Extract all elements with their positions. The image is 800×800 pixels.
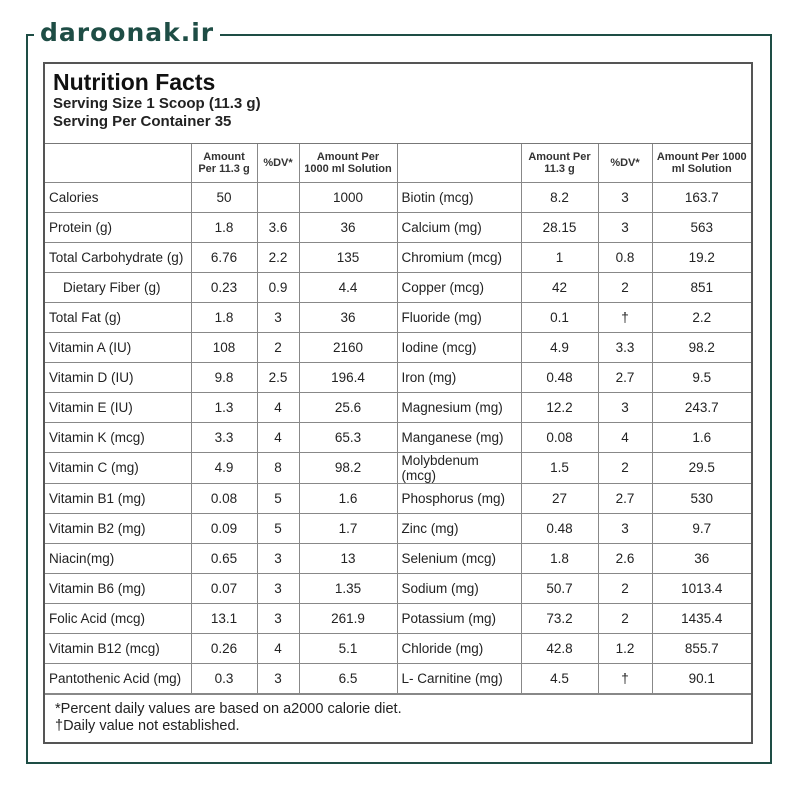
header-amount-right: Amount Per 11.3 g [521,144,598,182]
serving-size: Serving Size 1 Scoop (11.3 g) [53,95,261,112]
cell-right-amount: 0.1 [521,302,598,332]
cell-left-name: Dietary Fiber (g) [45,272,191,302]
cell-left-name: Vitamin E (IU) [45,392,191,422]
cell-left-solution: 1000 [299,182,397,212]
cell-right-solution: 243.7 [652,392,751,422]
cell-left-amount: 0.08 [191,483,257,513]
cell-left-amount: 9.8 [191,362,257,392]
cell-left-amount: 0.3 [191,663,257,693]
cell-left-amount: 0.23 [191,272,257,302]
cell-left-name: Total Fat (g) [45,302,191,332]
serving-per-container: Serving Per Container 35 [53,113,232,130]
cell-right-solution: 1.6 [652,422,751,452]
table-row [45,603,751,633]
cell-right-solution: 9.7 [652,513,751,543]
nutrition-table [45,144,751,694]
table-row [45,182,751,212]
cell-left-dv: 3 [257,603,299,633]
cell-right-solution: 851 [652,272,751,302]
cell-right-solution: 530 [652,483,751,513]
cell-left-amount: 108 [191,332,257,362]
header-amount-left: Amount Per 11.3 g [191,144,257,182]
cell-right-name: Copper (mcg) [397,272,521,302]
cell-right-name: Iron (mg) [397,362,521,392]
cell-left-solution: 4.4 [299,272,397,302]
cell-right-name: Biotin (mcg) [397,182,521,212]
cell-right-amount: 28.15 [521,212,598,242]
cell-left-dv: 3 [257,573,299,603]
cell-left-amount: 0.26 [191,633,257,663]
table-row [45,513,751,543]
cell-left-solution: 1.6 [299,483,397,513]
cell-right-name: Chloride (mg) [397,633,521,663]
header-solution-left: Amount Per 1000 ml Solution [299,144,397,182]
cell-right-name: Sodium (mg) [397,573,521,603]
cell-left-dv: 5 [257,483,299,513]
cell-right-dv: 1.2 [598,633,652,663]
cell-right-amount: 73.2 [521,603,598,633]
cell-right-dv: † [598,663,652,693]
cell-right-dv: † [598,302,652,332]
cell-left-amount: 1.3 [191,392,257,422]
cell-left-amount: 13.1 [191,603,257,633]
cell-left-amount: 1.8 [191,302,257,332]
cell-right-name: Calcium (mg) [397,212,521,242]
header-dv-left: %DV* [257,144,299,182]
cell-right-dv: 3 [598,212,652,242]
cell-right-dv: 3 [598,513,652,543]
cell-left-dv: 5 [257,513,299,543]
table-row [45,242,751,272]
table-row [45,452,751,483]
table-row [45,422,751,452]
cell-right-solution: 9.5 [652,362,751,392]
cell-right-amount: 27 [521,483,598,513]
table-row [45,483,751,513]
cell-left-solution: 25.6 [299,392,397,422]
cell-left-name: Pantothenic Acid (mg) [45,663,191,693]
cell-right-solution: 19.2 [652,242,751,272]
table-row [45,362,751,392]
table-row [45,272,751,302]
cell-right-name: L- Carnitine (mg) [397,663,521,693]
table-row [45,302,751,332]
header-dv-right: %DV* [598,144,652,182]
cell-left-solution: 36 [299,302,397,332]
table-row [45,543,751,573]
cell-left-dv: 4 [257,633,299,663]
cell-left-name: Vitamin D (IU) [45,362,191,392]
cell-left-amount: 4.9 [191,452,257,483]
cell-right-name: Zinc (mg) [397,513,521,543]
panel-title: Nutrition Facts [53,69,216,95]
cell-left-solution: 13 [299,543,397,573]
header-nutrient-left [45,144,191,182]
cell-left-name: Vitamin B2 (mg) [45,513,191,543]
cell-left-solution: 261.9 [299,603,397,633]
cell-left-amount: 0.07 [191,573,257,603]
cell-left-dv: 8 [257,452,299,483]
cell-right-name: Iodine (mcg) [397,332,521,362]
table-row [45,332,751,362]
header-solution-right: Amount Per 1000 ml Solution [652,144,751,182]
cell-right-dv: 3 [598,392,652,422]
table-row [45,212,751,242]
cell-left-amount: 50 [191,182,257,212]
cell-right-solution: 1435.4 [652,603,751,633]
cell-left-dv: 3 [257,543,299,573]
cell-right-dv: 2.7 [598,483,652,513]
cell-right-amount: 4.9 [521,332,598,362]
cell-left-name: Folic Acid (mcg) [45,603,191,633]
cell-left-name: Calories [45,182,191,212]
cell-left-dv: 4 [257,422,299,452]
cell-right-amount: 8.2 [521,182,598,212]
cell-right-name: Phosphorus (mg) [397,483,521,513]
cell-left-solution: 196.4 [299,362,397,392]
cell-left-dv: 2.2 [257,242,299,272]
cell-right-name: Fluoride (mg) [397,302,521,332]
cell-right-dv: 2 [598,603,652,633]
cell-right-dv: 4 [598,422,652,452]
cell-right-solution: 2.2 [652,302,751,332]
cell-left-solution: 98.2 [299,452,397,483]
cell-right-name: Chromium (mcg) [397,242,521,272]
cell-left-name: Vitamin B1 (mg) [45,483,191,513]
cell-left-amount: 6.76 [191,242,257,272]
cell-right-dv: 2 [598,452,652,483]
cell-right-amount: 1.5 [521,452,598,483]
cell-right-amount: 1 [521,242,598,272]
cell-left-solution: 135 [299,242,397,272]
table-row [45,392,751,422]
brand-logo: daroonak.ir [34,14,220,52]
cell-right-amount: 0.48 [521,362,598,392]
footnote-dv: *Percent daily values are based on a2000 calorie diet. [55,700,402,717]
header-nutrient-right [397,144,521,182]
cell-right-amount: 42 [521,272,598,302]
cell-right-name: Selenium (mcg) [397,543,521,573]
cell-right-dv: 3.3 [598,332,652,362]
cell-right-dv: 0.8 [598,242,652,272]
panel-header [45,64,751,144]
cell-right-name: Manganese (mg) [397,422,521,452]
cell-left-dv [257,182,299,212]
footnotes [45,694,751,741]
cell-right-dv: 2.7 [598,362,652,392]
footnote-not-established: †Daily value not established. [55,717,240,734]
cell-left-name: Vitamin C (mg) [45,452,191,483]
cell-left-solution: 1.7 [299,513,397,543]
cell-left-amount: 3.3 [191,422,257,452]
cell-right-solution: 855.7 [652,633,751,663]
cell-right-name: Potassium (mg) [397,603,521,633]
cell-right-dv: 2 [598,272,652,302]
cell-left-solution: 2160 [299,332,397,362]
cell-left-name: Vitamin K (mcg) [45,422,191,452]
cell-right-solution: 163.7 [652,182,751,212]
cell-left-dv: 2 [257,332,299,362]
table-row [45,663,751,693]
cell-left-amount: 1.8 [191,212,257,242]
cell-left-dv: 0.9 [257,272,299,302]
cell-right-amount: 42.8 [521,633,598,663]
cell-right-solution: 563 [652,212,751,242]
cell-right-amount: 50.7 [521,573,598,603]
cell-right-amount: 4.5 [521,663,598,693]
cell-right-amount: 1.8 [521,543,598,573]
cell-right-amount: 0.48 [521,513,598,543]
table-row [45,573,751,603]
cell-left-solution: 1.35 [299,573,397,603]
cell-left-solution: 65.3 [299,422,397,452]
cell-left-name: Protein (g) [45,212,191,242]
cell-right-solution: 36 [652,543,751,573]
cell-left-name: Vitamin A (IU) [45,332,191,362]
cell-right-solution: 98.2 [652,332,751,362]
cell-right-dv: 2 [598,573,652,603]
cell-right-name: Molybdenum (mcg) [397,452,521,483]
cell-left-dv: 3.6 [257,212,299,242]
cell-right-amount: 0.08 [521,422,598,452]
cell-left-dv: 4 [257,392,299,422]
cell-right-solution: 29.5 [652,452,751,483]
cell-right-name: Magnesium (mg) [397,392,521,422]
cell-left-solution: 6.5 [299,663,397,693]
cell-left-name: Vitamin B12 (mcg) [45,633,191,663]
cell-left-dv: 3 [257,302,299,332]
cell-left-name: Vitamin B6 (mg) [45,573,191,603]
table-header-row [45,144,751,182]
cell-left-name: Niacin(mg) [45,543,191,573]
nutrition-table-body [45,182,751,693]
cell-right-dv: 3 [598,182,652,212]
cell-left-amount: 0.65 [191,543,257,573]
cell-right-solution: 90.1 [652,663,751,693]
cell-right-amount: 12.2 [521,392,598,422]
cell-left-name: Total Carbohydrate (g) [45,242,191,272]
cell-left-dv: 3 [257,663,299,693]
cell-right-dv: 2.6 [598,543,652,573]
cell-left-amount: 0.09 [191,513,257,543]
cell-left-dv: 2.5 [257,362,299,392]
cell-left-solution: 5.1 [299,633,397,663]
nutrition-facts-panel [43,62,753,744]
table-row [45,633,751,663]
cell-left-solution: 36 [299,212,397,242]
cell-right-solution: 1013.4 [652,573,751,603]
